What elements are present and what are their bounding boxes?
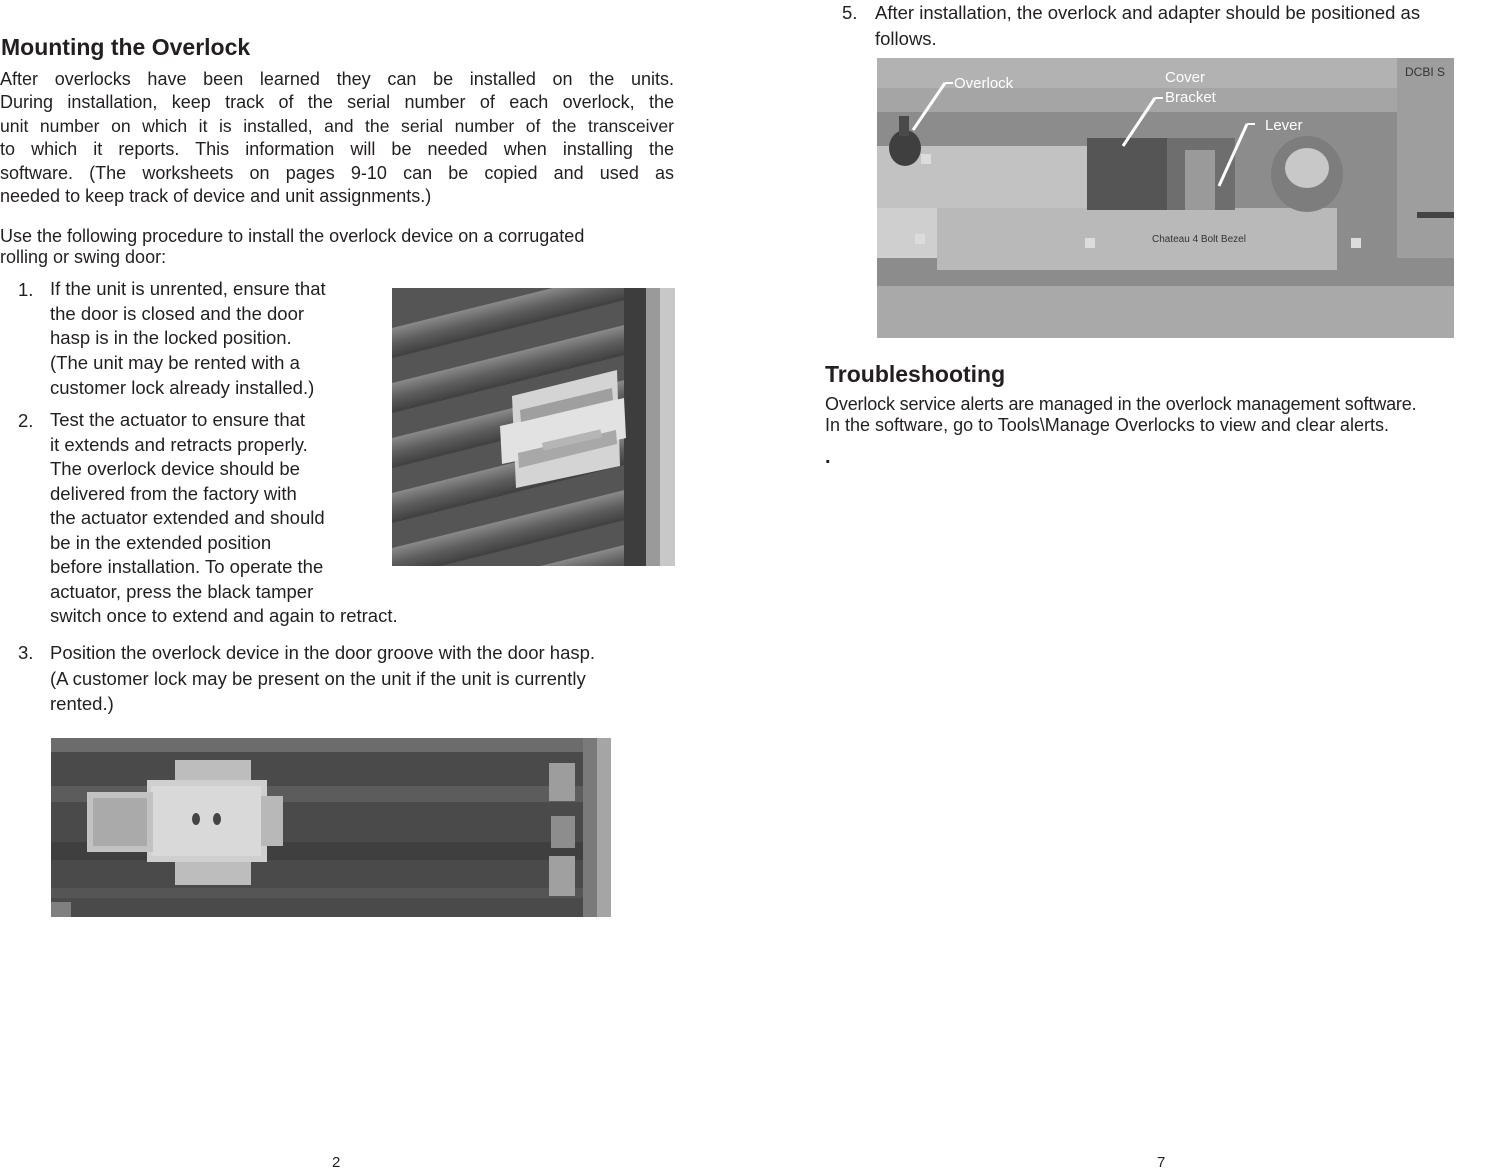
- step-line: before installation. To operate the: [50, 556, 324, 577]
- step-line: switch once to extend and again to retract.: [50, 605, 398, 626]
- section-heading-troubleshooting: Troubleshooting: [825, 361, 1006, 387]
- callout-bracket: Bracket: [1165, 89, 1216, 106]
- step-line: (A customer lock may be present on the unit if the unit is currently: [50, 667, 586, 689]
- trouble-line: Overlock service alerts are managed in the overlock management software.: [825, 394, 1417, 414]
- intro-line: needed to keep track of device and unit assignments.): [0, 186, 432, 207]
- procedure-line: Use the following procedure to install the overlock device on a corrugated: [0, 226, 585, 246]
- step-line: The overlock device should be: [50, 458, 300, 479]
- step-line: Test the actuator to ensure that: [50, 409, 306, 430]
- trailing-dot: .: [825, 446, 831, 468]
- page-number-left: 2: [332, 1154, 341, 1171]
- page-number-right: 7: [1157, 1154, 1166, 1171]
- step-line: Position the overlock device in the door groove with the door hasp.: [50, 642, 596, 663]
- procedure-line: rolling or swing door:: [0, 247, 167, 267]
- section-heading-mounting: Mounting the Overlock: [1, 34, 251, 60]
- door-bracket-photo: [392, 288, 675, 566]
- callout-cover: Cover: [1165, 69, 1206, 86]
- step-line: If the unit is unrented, ensure that: [50, 278, 326, 299]
- bezel-text: Chateau 4 Bolt Bezel: [1152, 234, 1246, 245]
- step-line: delivered from the factory with: [50, 482, 297, 504]
- step-number: 5.: [842, 2, 858, 23]
- callout-lever: Lever: [1265, 117, 1303, 134]
- overlock-installed-photo: [51, 738, 611, 917]
- step-line: customer lock already installed.): [50, 376, 315, 398]
- step-line: follows.: [875, 27, 937, 49]
- troubleshooting-paragraph: [825, 394, 1497, 436]
- step-line: After installation, the overlock and adapter should be positioned as: [875, 2, 1421, 23]
- corner-text: DCBI S: [1405, 65, 1446, 79]
- overlock-position-photo: [877, 58, 1454, 338]
- step-3: [18, 640, 678, 720]
- step-line: (The unit may be rented with a: [50, 352, 300, 374]
- step-line: it extends and retracts properly.: [50, 433, 308, 455]
- procedure-intro: [0, 226, 676, 268]
- step-line: the door is closed and the door: [50, 302, 305, 324]
- intro-line: After overlocks have been learned they can be installed on the units.: [0, 69, 674, 89]
- intro-paragraph: [0, 68, 674, 208]
- step-line: be in the extended position: [50, 531, 272, 553]
- trouble-line: In the software, go to Tools\Manage Overlocks to view and clear alerts.: [825, 415, 1389, 435]
- intro-line: to which it reports. This information will be needed when installing the: [0, 139, 674, 160]
- callout-overlock: Overlock: [954, 75, 1014, 92]
- step-line: actuator, press the black tamper: [50, 580, 314, 602]
- intro-line: unit number on which it is installed, and the serial number of the transceiver: [0, 115, 674, 136]
- step-number: 2.: [18, 410, 34, 431]
- step-line: rented.): [50, 693, 114, 714]
- step-line: hasp is in the locked position.: [50, 327, 292, 349]
- step-line: the actuator extended and should: [50, 507, 325, 528]
- intro-line: During installation, keep track of the serial number of each overlock, the: [0, 92, 674, 113]
- step-number: 3.: [18, 642, 34, 663]
- intro-line: software. (The worksheets on pages 9-10 can be copied and used as: [0, 162, 674, 183]
- step-5: [842, 0, 1492, 50]
- step-number: 1.: [18, 279, 34, 300]
- step-1: [18, 277, 368, 407]
